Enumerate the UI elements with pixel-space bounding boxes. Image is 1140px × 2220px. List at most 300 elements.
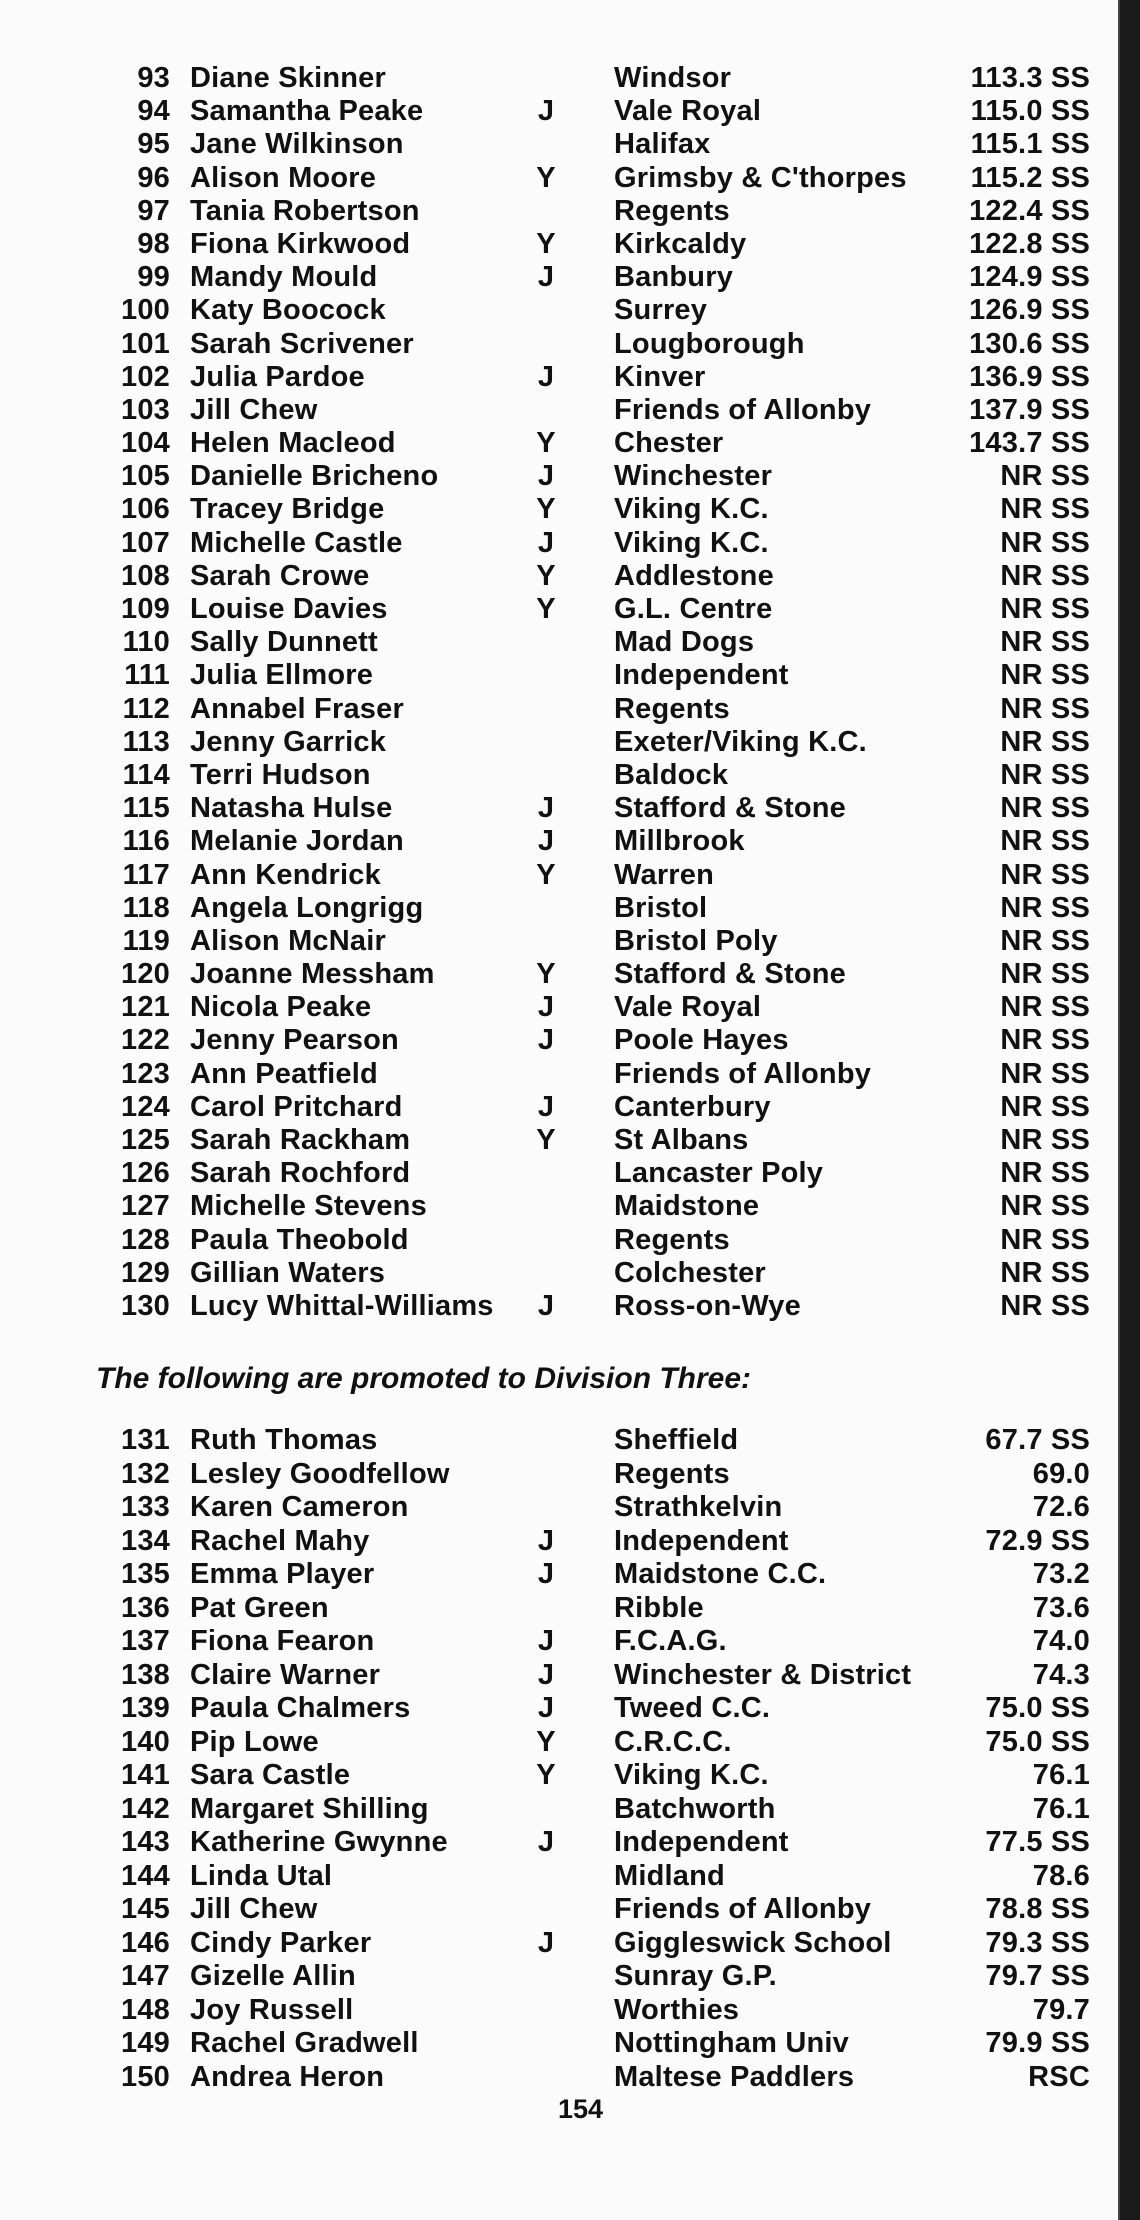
result-time: 73.6	[1032, 1591, 1090, 1624]
position-number: 148	[121, 1993, 170, 2026]
table-row	[0, 1058, 1118, 1091]
table-row	[0, 1458, 1118, 1492]
result-time: 75.0 SS	[985, 1692, 1090, 1724]
competitor-name: Lucy Whittal-Williams	[190, 1289, 494, 1322]
table-row	[0, 294, 1118, 327]
club-name: Batchworth	[614, 1792, 776, 1825]
position-number: 125	[121, 1124, 170, 1156]
result-time: NR SS	[1000, 924, 1090, 957]
position-number: 114	[122, 758, 170, 791]
position-number: 102	[121, 360, 170, 393]
club-name: Nottingham Univ	[614, 2027, 849, 2059]
table-row	[0, 1927, 1118, 1961]
table-row	[0, 427, 1118, 460]
competitor-name: Sarah Rochford	[190, 1157, 411, 1190]
position-number: 132	[121, 1457, 170, 1490]
competitor-name: Karen Cameron	[190, 1491, 409, 1523]
table-row	[0, 95, 1118, 128]
position-number: 117	[122, 858, 170, 891]
age-category: J	[537, 792, 555, 825]
result-time: 126.9 SS	[969, 294, 1090, 327]
result-time: NR SS	[1000, 858, 1090, 891]
position-number: 95	[137, 128, 170, 161]
table-row	[0, 1759, 1118, 1793]
result-time: 143.7 SS	[969, 427, 1090, 460]
position-number: 134	[121, 1524, 170, 1557]
position-number: 108	[121, 559, 170, 592]
position-number: 131	[121, 1424, 170, 1456]
club-name: Viking K.C.	[614, 493, 769, 526]
age-category: J	[537, 1658, 555, 1691]
table-row	[0, 2027, 1118, 2061]
result-time: NR SS	[1000, 460, 1090, 493]
competitor-name: Rachel Mahy	[190, 1524, 370, 1557]
result-time: 67.7 SS	[985, 1424, 1090, 1456]
result-time: 74.3	[1032, 1658, 1090, 1691]
result-time: NR SS	[1000, 1090, 1090, 1123]
table-row	[0, 1625, 1118, 1659]
table-row	[0, 1793, 1118, 1827]
competitor-name: Julia Ellmore	[190, 659, 374, 692]
position-number: 103	[121, 393, 170, 426]
result-time: 76.1	[1032, 1759, 1090, 1791]
position-number: 135	[121, 1558, 170, 1590]
result-time: NR SS	[1000, 559, 1090, 592]
club-name: Baldock	[614, 758, 729, 791]
result-time: NR SS	[1000, 659, 1090, 692]
club-name: Regents	[614, 1457, 730, 1490]
table-row	[0, 1659, 1118, 1693]
club-name: St Albans	[614, 1124, 749, 1156]
age-category: J	[537, 1524, 555, 1557]
result-time: RSC	[1028, 2060, 1090, 2093]
table-row	[0, 1091, 1118, 1124]
club-name: Banbury	[614, 261, 734, 294]
result-time: 136.9 SS	[969, 360, 1090, 393]
table-row	[0, 1124, 1118, 1157]
results-table-part-1	[0, 62, 1118, 1323]
table-row	[0, 1692, 1118, 1726]
position-number: 139	[121, 1692, 170, 1724]
table-row	[0, 1893, 1118, 1927]
position-number: 93	[137, 62, 170, 94]
competitor-name: Katy Boocock	[190, 294, 386, 327]
age-category: J	[537, 95, 555, 128]
competitor-name: Michelle Castle	[190, 526, 403, 559]
competitor-name: Joanne Messham	[190, 958, 435, 991]
position-number: 99	[137, 261, 170, 294]
position-number: 105	[121, 460, 170, 493]
competitor-name: Joy Russell	[190, 1993, 354, 2026]
section-heading: The following are promoted to Division Three:	[96, 1362, 752, 1395]
club-name: Viking K.C.	[614, 1759, 769, 1791]
club-name: Warren	[614, 858, 715, 891]
result-time: 122.8 SS	[969, 227, 1090, 260]
club-name: Ribble	[614, 1591, 704, 1624]
club-name: Maidstone	[614, 1190, 760, 1223]
result-time: 77.5 SS	[985, 1826, 1090, 1858]
result-time: NR SS	[1000, 1124, 1090, 1156]
club-name: Maidstone C.C.	[614, 1558, 827, 1590]
club-name: Sunray G.P.	[614, 1960, 777, 1992]
position-number: 112	[122, 692, 170, 725]
competitor-name: Michelle Stevens	[190, 1190, 427, 1223]
competitor-name: Claire Warner	[190, 1658, 381, 1691]
page-number: 154	[558, 2094, 604, 2124]
competitor-name: Ann Kendrick	[190, 858, 381, 891]
result-time: NR SS	[1000, 1223, 1090, 1256]
competitor-name: Louise Davies	[190, 593, 388, 625]
position-number: 126	[121, 1157, 170, 1190]
table-row	[0, 1157, 1118, 1190]
age-category: J	[537, 1090, 555, 1123]
club-name: Mad Dogs	[614, 626, 755, 659]
result-time: NR SS	[1000, 1157, 1090, 1190]
position-number: 98	[137, 227, 170, 260]
club-name: Independent	[614, 1826, 789, 1858]
club-name: Vale Royal	[614, 95, 762, 128]
club-name: Surrey	[614, 294, 708, 327]
position-number: 116	[122, 825, 170, 858]
age-category: J	[537, 991, 555, 1024]
club-name: Bristol	[614, 891, 708, 924]
result-time: NR SS	[1000, 626, 1090, 659]
age-category: J	[537, 360, 555, 393]
table-row	[0, 1190, 1118, 1223]
result-time: 76.1	[1032, 1792, 1090, 1825]
result-time: 79.7	[1032, 1993, 1090, 2026]
result-time: 115.1 SS	[970, 128, 1090, 161]
competitor-name: Alison McNair	[190, 924, 386, 957]
competitor-name: Nicola Peake	[190, 991, 372, 1024]
table-row	[0, 659, 1118, 692]
position-number: 127	[121, 1190, 170, 1223]
table-row	[0, 1558, 1118, 1592]
table-row	[0, 162, 1118, 195]
competitor-name: Sarah Rackham	[190, 1124, 411, 1156]
table-row	[0, 394, 1118, 427]
age-category: J	[537, 825, 555, 858]
table-row	[0, 1826, 1118, 1860]
result-time: 79.9 SS	[985, 2027, 1090, 2059]
position-number: 145	[121, 1893, 170, 1925]
result-time: NR SS	[1000, 692, 1090, 725]
competitor-name: Jill Chew	[190, 1893, 318, 1925]
table-row	[0, 925, 1118, 958]
position-number: 146	[121, 1926, 170, 1959]
result-time: 74.0	[1032, 1625, 1090, 1657]
table-row	[0, 991, 1118, 1024]
club-name: Midland	[614, 1859, 725, 1892]
table-row	[0, 527, 1118, 560]
competitor-name: Katherine Gwynne	[190, 1826, 448, 1858]
position-number: 129	[121, 1256, 170, 1289]
result-time: NR SS	[1000, 1057, 1090, 1090]
club-name: Halifax	[614, 128, 711, 161]
result-time: NR SS	[1000, 725, 1090, 758]
position-number: 96	[137, 161, 170, 194]
age-category: J	[537, 261, 555, 294]
club-name: Independent	[614, 1524, 789, 1557]
club-name: Kinver	[614, 360, 706, 393]
age-category: Y	[536, 958, 556, 991]
position-number: 110	[122, 626, 170, 659]
age-category: Y	[536, 1124, 556, 1156]
table-row	[0, 493, 1118, 526]
result-time: 124.9 SS	[969, 261, 1090, 294]
competitor-name: Samantha Peake	[190, 95, 424, 128]
position-number: 100	[121, 294, 170, 327]
club-name: Tweed C.C.	[614, 1692, 771, 1724]
position-number: 123	[121, 1057, 170, 1090]
competitor-name: Paula Chalmers	[190, 1692, 411, 1724]
table-row	[0, 1994, 1118, 2028]
result-time: 137.9 SS	[969, 393, 1090, 426]
table-row	[0, 460, 1118, 493]
table-row	[0, 62, 1118, 95]
club-name: Friends of Allonby	[614, 1057, 872, 1090]
result-time: 113.3 SS	[970, 62, 1090, 94]
position-number: 119	[122, 924, 170, 957]
club-name: Canterbury	[614, 1090, 771, 1123]
table-row	[0, 1024, 1118, 1057]
table-row	[0, 958, 1118, 991]
competitor-name: Pat Green	[190, 1591, 329, 1624]
competitor-name: Jane Wilkinson	[190, 128, 404, 161]
club-name: Friends of Allonby	[614, 1893, 872, 1925]
position-number: 124	[121, 1090, 170, 1123]
club-name: Colchester	[614, 1256, 766, 1289]
competitor-name: Alison Moore	[190, 161, 377, 194]
table-row	[0, 1525, 1118, 1559]
table-row	[0, 328, 1118, 361]
table-row	[0, 1860, 1118, 1894]
result-time: NR SS	[1000, 526, 1090, 559]
position-number: 143	[121, 1826, 170, 1858]
competitor-name: Jill Chew	[190, 393, 318, 426]
result-time: 79.3 SS	[985, 1926, 1090, 1959]
result-time: 79.7 SS	[985, 1960, 1090, 1992]
table-row	[0, 593, 1118, 626]
competitor-name: Fiona Kirkwood	[190, 227, 411, 260]
competitor-name: Helen Macleod	[190, 427, 396, 460]
competitor-name: Cindy Parker	[190, 1926, 372, 1959]
club-name: Lougborough	[614, 327, 805, 360]
table-row	[0, 1592, 1118, 1626]
position-number: 141	[121, 1759, 170, 1791]
competitor-name: Tania Robertson	[190, 194, 420, 227]
competitor-name: Sarah Scrivener	[190, 327, 414, 360]
club-name: Bristol Poly	[614, 924, 778, 957]
results-table-part-2	[0, 1424, 1118, 2094]
table-row	[0, 759, 1118, 792]
table-row	[0, 1290, 1118, 1323]
club-name: F.C.A.G.	[614, 1625, 727, 1657]
result-time: NR SS	[1000, 1289, 1090, 1322]
competitor-name: Jenny Pearson	[190, 1024, 399, 1057]
age-category: Y	[536, 858, 556, 891]
club-name: Exeter/Viking K.C.	[614, 725, 867, 758]
club-name: Maltese Paddlers	[614, 2060, 855, 2093]
position-number: 140	[121, 1725, 170, 1758]
competitor-name: Sarah Crowe	[190, 559, 370, 592]
result-time: 115.0 SS	[970, 95, 1090, 128]
club-name: Strathkelvin	[614, 1491, 783, 1523]
club-name: Sheffield	[614, 1424, 739, 1456]
table-row	[0, 626, 1118, 659]
club-name: Ross-on-Wye	[614, 1289, 801, 1322]
competitor-name: Annabel Fraser	[190, 692, 404, 725]
competitor-name: Lesley Goodfellow	[190, 1457, 450, 1490]
competitor-name: Jenny Garrick	[190, 725, 387, 758]
competitor-name: Sara Castle	[190, 1759, 351, 1791]
table-row	[0, 693, 1118, 726]
result-time: 73.2	[1032, 1558, 1090, 1590]
result-time: NR SS	[1000, 891, 1090, 924]
position-number: 109	[121, 593, 170, 625]
result-time: NR SS	[1000, 493, 1090, 526]
position-number: 113	[122, 725, 170, 758]
result-time: NR SS	[1000, 593, 1090, 625]
competitor-name: Ann Peatfield	[190, 1057, 378, 1090]
competitor-name: Carol Pritchard	[190, 1090, 403, 1123]
result-time: 69.0	[1032, 1457, 1090, 1490]
age-category: J	[537, 1692, 555, 1724]
table-row	[0, 1224, 1118, 1257]
club-name: Grimsby & C'thorpes	[614, 161, 907, 194]
club-name: Friends of Allonby	[614, 393, 872, 426]
table-row	[0, 1424, 1118, 1458]
club-name: Chester	[614, 427, 724, 460]
table-row	[0, 859, 1118, 892]
age-category: Y	[536, 1725, 556, 1758]
position-number: 120	[121, 958, 170, 991]
competitor-name: Julia Pardoe	[190, 360, 365, 393]
result-time: 122.4 SS	[969, 194, 1090, 227]
club-name: Winchester & District	[614, 1658, 912, 1691]
table-row	[0, 1491, 1118, 1525]
competitor-name: Pip Lowe	[190, 1725, 319, 1758]
position-number: 94	[137, 95, 170, 128]
club-name: Regents	[614, 1223, 730, 1256]
competitor-name: Diane Skinner	[190, 62, 386, 94]
age-category: Y	[536, 227, 556, 260]
club-name: Independent	[614, 659, 789, 692]
competitor-name: Angela Longrigg	[190, 891, 424, 924]
table-row	[0, 361, 1118, 394]
club-name: Giggleswick School	[614, 1926, 892, 1959]
competitor-name: Ruth Thomas	[190, 1424, 378, 1456]
position-number: 133	[121, 1491, 170, 1523]
competitor-name: Gizelle Allin	[190, 1960, 356, 1992]
result-time: NR SS	[1000, 792, 1090, 825]
position-number: 97	[137, 194, 170, 227]
table-row	[0, 128, 1118, 161]
competitor-name: Andrea Heron	[190, 2060, 385, 2093]
age-category: J	[537, 460, 555, 493]
position-number: 121	[121, 991, 170, 1024]
club-name: C.R.C.C.	[614, 1725, 732, 1758]
age-category: J	[537, 526, 555, 559]
position-number: 149	[121, 2027, 170, 2059]
competitor-name: Linda Utal	[190, 1859, 333, 1892]
club-name: G.L. Centre	[614, 593, 773, 625]
competitor-name: Mandy Mould	[190, 261, 378, 294]
competitor-name: Natasha Hulse	[190, 792, 393, 825]
age-category: Y	[536, 427, 556, 460]
age-category: Y	[536, 1759, 556, 1791]
age-category: Y	[536, 493, 556, 526]
club-name: Stafford & Stone	[614, 958, 846, 991]
club-name: Lancaster Poly	[614, 1157, 824, 1190]
table-row	[0, 1960, 1118, 1994]
position-number: 137	[121, 1625, 170, 1657]
competitor-name: Melanie Jordan	[190, 825, 404, 858]
result-time: 72.9 SS	[985, 1524, 1090, 1557]
competitor-name: Margaret Shilling	[190, 1792, 429, 1825]
position-number: 142	[121, 1792, 170, 1825]
result-time: NR SS	[1000, 758, 1090, 791]
position-number: 128	[121, 1223, 170, 1256]
club-name: Regents	[614, 692, 730, 725]
age-category: Y	[536, 593, 556, 625]
position-number: 107	[121, 526, 170, 559]
position-number: 106	[121, 493, 170, 526]
table-row	[0, 228, 1118, 261]
table-row	[0, 726, 1118, 759]
club-name: Worthies	[614, 1993, 740, 2026]
competitor-name: Gillian Waters	[190, 1256, 386, 1289]
club-name: Windsor	[614, 62, 732, 94]
result-time: 130.6 SS	[969, 327, 1090, 360]
result-time: NR SS	[1000, 1256, 1090, 1289]
club-name: Regents	[614, 194, 730, 227]
age-category: J	[537, 1826, 555, 1858]
result-time: NR SS	[1000, 991, 1090, 1024]
table-row	[0, 560, 1118, 593]
result-time: 72.6	[1032, 1491, 1090, 1523]
table-row	[0, 195, 1118, 228]
table-row	[0, 261, 1118, 294]
competitor-name: Paula Theobold	[190, 1223, 409, 1256]
position-number: 130	[121, 1289, 170, 1322]
competitor-name: Terri Hudson	[190, 758, 371, 791]
competitor-name: Fiona Fearon	[190, 1625, 375, 1657]
position-number: 101	[121, 327, 170, 360]
club-name: Vale Royal	[614, 991, 762, 1024]
position-number: 138	[121, 1658, 170, 1691]
result-time: NR SS	[1000, 1024, 1090, 1057]
club-name: Viking K.C.	[614, 526, 769, 559]
table-row	[0, 1257, 1118, 1290]
club-name: Kirkcaldy	[614, 227, 747, 260]
club-name: Millbrook	[614, 825, 745, 858]
position-number: 144	[121, 1859, 170, 1892]
position-number: 136	[121, 1591, 170, 1624]
position-number: 122	[121, 1024, 170, 1057]
result-time: NR SS	[1000, 825, 1090, 858]
position-number: 118	[122, 891, 170, 924]
result-time: NR SS	[1000, 958, 1090, 991]
position-number: 104	[121, 427, 170, 460]
age-category: J	[537, 1926, 555, 1959]
result-time: 78.6	[1032, 1859, 1090, 1892]
club-name: Addlestone	[614, 559, 774, 592]
position-number: 147	[121, 1960, 170, 1992]
table-row	[0, 792, 1118, 825]
club-name: Poole Hayes	[614, 1024, 789, 1057]
competitor-name: Tracey Bridge	[190, 493, 385, 526]
